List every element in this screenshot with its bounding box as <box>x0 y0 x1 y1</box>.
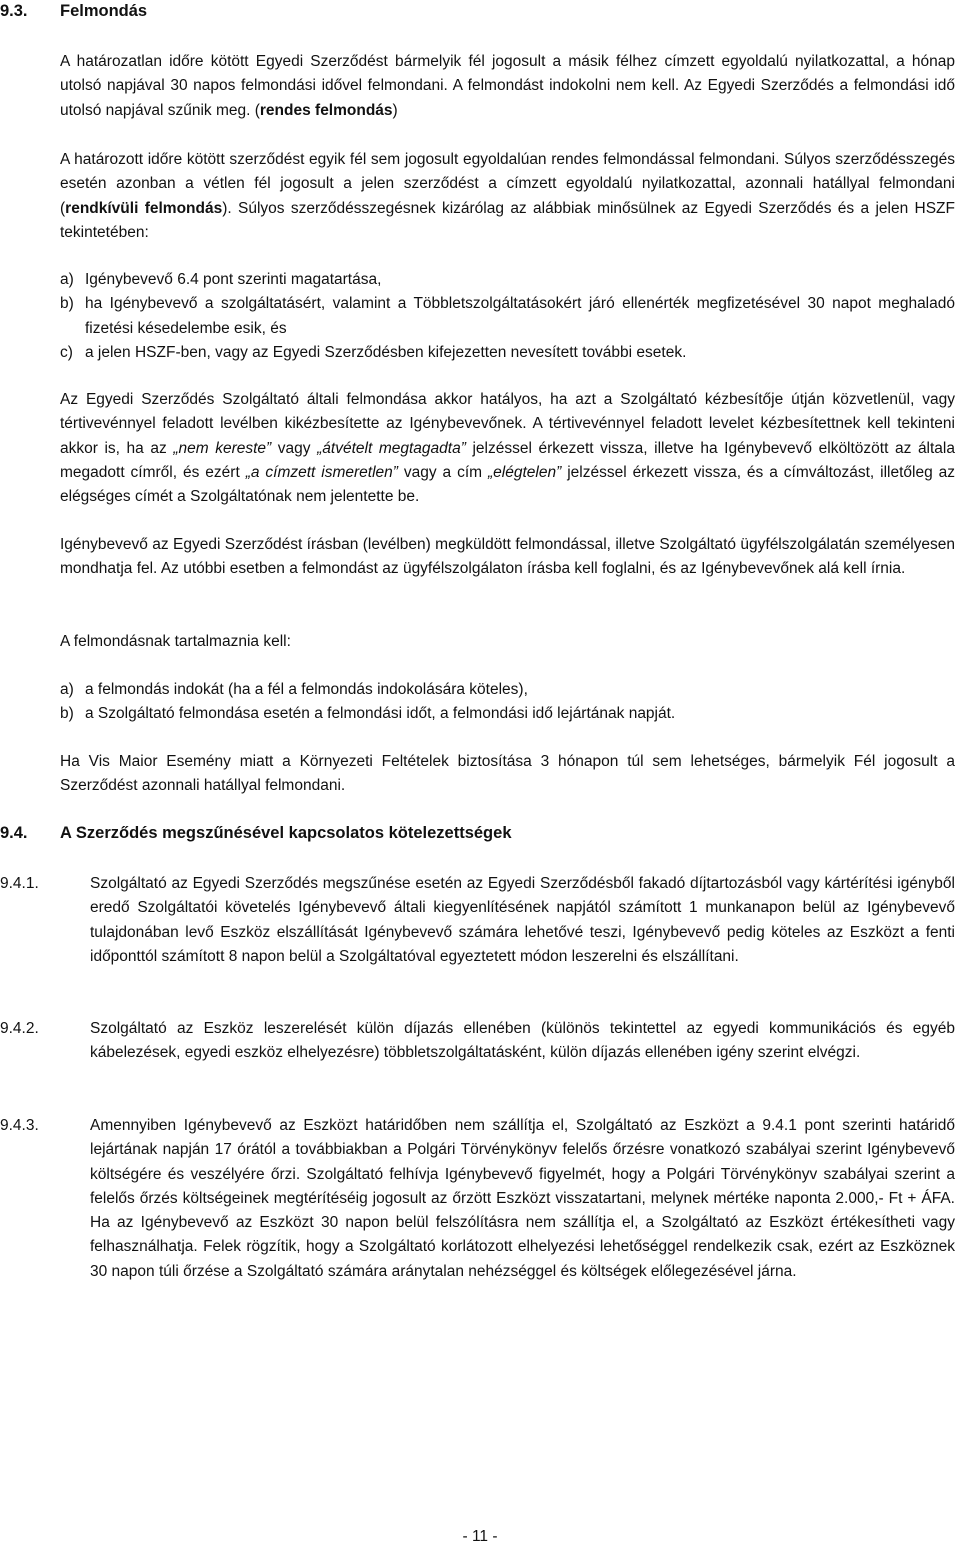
list-text: a jelen HSZF-ben, vagy az Egyedi Szerződésben kifejezetten nevesített további esetek. <box>85 343 687 361</box>
list-label: c) <box>60 343 73 361</box>
italic-term: „elégtelen” <box>488 463 562 481</box>
list-text: ha Igénybevevő a szolgáltatásért, valamint a Többletszolgáltatásokért járó ellenérték megfizetésével 30 napot meghaladó fizetési késedelembe esik, és <box>85 295 955 337</box>
paragraph-text: A határozott időre kötött szerződést egyik fél sem jogosult egyoldalúan rendes felmondással felmondani. Súlyos szerződésszegés esetén azonban a vétlen fél jogosult a jelen szerződést a címzett egyoldalú nyilatkozattal, azonnali hatállyal felmondani ( <box>60 151 955 217</box>
bold-term: rendes felmondás <box>259 101 393 119</box>
paragraph-termination-contents: A felmondásnak tartalmaznia kell: <box>60 633 291 650</box>
termination-contents-list <box>60 678 955 727</box>
list-item <box>60 678 955 702</box>
clause-text: Amennyiben Igénybevevő az Eszközt határidőben nem szállítja el, Szolgáltató az Eszközt a 9.4.1 pont szerinti határidő lejártának napján 17 órától a továbbiakban a Polgári Törvénykönyv felelős őrzésre vonatkozó szabályai szerint Igénybevevő költségére és veszélyére őrzi. Szolgáltató felhívja Igénybevevő figyelmét, hogy a Polgári Törvénykönyv szabályai szerint a felelős őrzés költségeinek megtérítéséig jogosult az őrzött Eszközt visszatartani, melynek mértéke naponta 2.000,- Ft + ÁFA. Ha az Igénybevevő az Eszközt 30 napon belül felszólításra nem szállítja el, a Szolgáltató az Eszközt értékesítheti vagy felhasználhatja. Felek rögzítik, hogy a Szolgáltató korlátozott elhelyezési lehetőséggel rendelkezik csak, ezért az Eszköznek 30 napon túli őrzése a Szolgáltató számára aránytalan nehézséggel és költségek előlegezésével járna. <box>90 1117 955 1280</box>
section-title: Felmondás <box>60 2 148 20</box>
list-item <box>60 292 955 341</box>
bold-term: rendkívüli felmondás <box>65 199 223 217</box>
paragraph-fixed-term-termination <box>60 148 955 245</box>
paragraph-text: Az Egyedi Szerződés Szolgáltató általi felmondása akkor hatályos, ha azt a Szolgáltató kézbesítője útján közvetlenül, vagy tértivevénnyel feladott levélben kikézbesítette az Igénybevevőnek. A tértivevénnyel feladott levelet kézbesítettnek kell tekinteni akkor is, ha az <box>60 391 955 457</box>
page-number: - 11 - <box>462 1528 498 1545</box>
paragraph-text: jelzéssel érkezett vissza, és a címváltozást, illetőleg az elégséges címét a Szolgáltatónak nem jelentette be. <box>60 463 956 506</box>
breach-list <box>60 268 955 365</box>
section-number: 9.4. <box>0 824 28 842</box>
list-item <box>60 268 955 292</box>
clause-text: Szolgáltató az Egyedi Szerződés megszűnése esetén az Egyedi Szerződésből fakadó díjtartozásból vagy kártérítési igényből eredő Szolgáltatói követelés Igénybevevő általi kiegyenlítésének napjától számított 1 munkanapon belül az Igénybevevő tulajdonában levő Eszköz elszállítását Igénybevevő számára lehetővé teszi, Igénybevevő pedig köteles az Eszközt a fenti időponttól számított 8 napon belül a Szolgáltatóval egyeztetett módon leszerelni és elszállítani. <box>90 875 955 965</box>
section-heading-9-3 <box>0 2 147 21</box>
clause-number: 9.4.3. <box>0 1117 39 1134</box>
paragraph-text: vagy <box>271 439 318 457</box>
clause-text: Szolgáltató az Eszköz leszerelését külön díjazás ellenében (különös tekintettel az egyedi kommunikációs és egyéb kábelezések, egyedi eszköz elhelyezésre) többletszolgáltatásként, külön díjazás ellenében igény szerint elvégzi. <box>90 1020 955 1062</box>
paragraph-termination-delivery <box>60 388 955 509</box>
paragraph-text: ) <box>392 101 398 119</box>
list-label: b) <box>60 705 74 723</box>
clause-number: 9.4.1. <box>0 875 39 892</box>
clause-9-4-2 <box>0 1017 955 1066</box>
list-text: a felmondás indokát (ha a fél a felmondás indokolására köteles), <box>85 681 528 698</box>
section-number: 9.3. <box>0 2 28 20</box>
list-item <box>60 341 955 365</box>
clause-number: 9.4.2. <box>0 1020 39 1037</box>
paragraph-indefinite-termination <box>60 50 955 123</box>
list-text: Igénybevevő 6.4 pont szerinti magatartása, <box>85 271 382 288</box>
paragraph-vis-maior: Ha Vis Maior Esemény miatt a Környezeti Feltételek biztosítása 3 hónapon túl sem lehetséges, bármelyik Fél jogosult a Szerződést azonnali hatállyal felmondani. <box>60 753 955 795</box>
paragraph-text: ). Súlyos szerződésszegésnek kizárólag az alábbiak minősülnek az Egyedi Szerződés és a jelen HSZF tekintetében: <box>60 199 955 241</box>
clause-9-4-3 <box>0 1114 955 1284</box>
list-label: a) <box>60 681 74 698</box>
section-title: A Szerződés megszűnésével kapcsolatos kötelezettségek <box>60 824 512 842</box>
italic-term: „nem kereste” <box>173 439 272 457</box>
paragraph-text: A határozatlan időre kötött Egyedi Szerződést bármelyik fél jogosult a másik félhez címzett egyoldalú nyilatkozattal, a hónap utolsó napjával 30 napos felmondási idővel felmondani. A felmondást indokolni nem kell. Az Egyedi Szerződés a felmondási idő utolsó napjával szűnik meg. ( <box>60 53 955 119</box>
list-label: a) <box>60 271 74 288</box>
italic-term: „átvételt megtagadta” <box>317 439 466 457</box>
paragraph-customer-termination: Igénybevevő az Egyedi Szerződést írásban (levélben) megküldött felmondással, illetve Szolgáltató ügyfélszolgálatán személyesen mondhatja fel. Az utóbbi esetben a felmondást az ügyfélszolgálaton írásba kell foglalni, és az Igénybevevőnek alá kell írnia. <box>60 536 955 578</box>
list-label: b) <box>60 295 74 313</box>
paragraph-text: jelzéssel érkezett vissza, illetve ha Igénybevevő elköltözött az általa megadott címről, és ezért <box>60 439 955 481</box>
section-heading-9-4 <box>0 824 512 843</box>
paragraph-text: vagy a cím <box>397 463 489 481</box>
clause-9-4-1 <box>0 872 955 969</box>
italic-term: „a címzett ismeretlen” <box>245 463 398 481</box>
list-item <box>60 702 955 726</box>
list-text: a Szolgáltató felmondása esetén a felmondási időt, a felmondási idő lejártának napját. <box>85 705 676 723</box>
